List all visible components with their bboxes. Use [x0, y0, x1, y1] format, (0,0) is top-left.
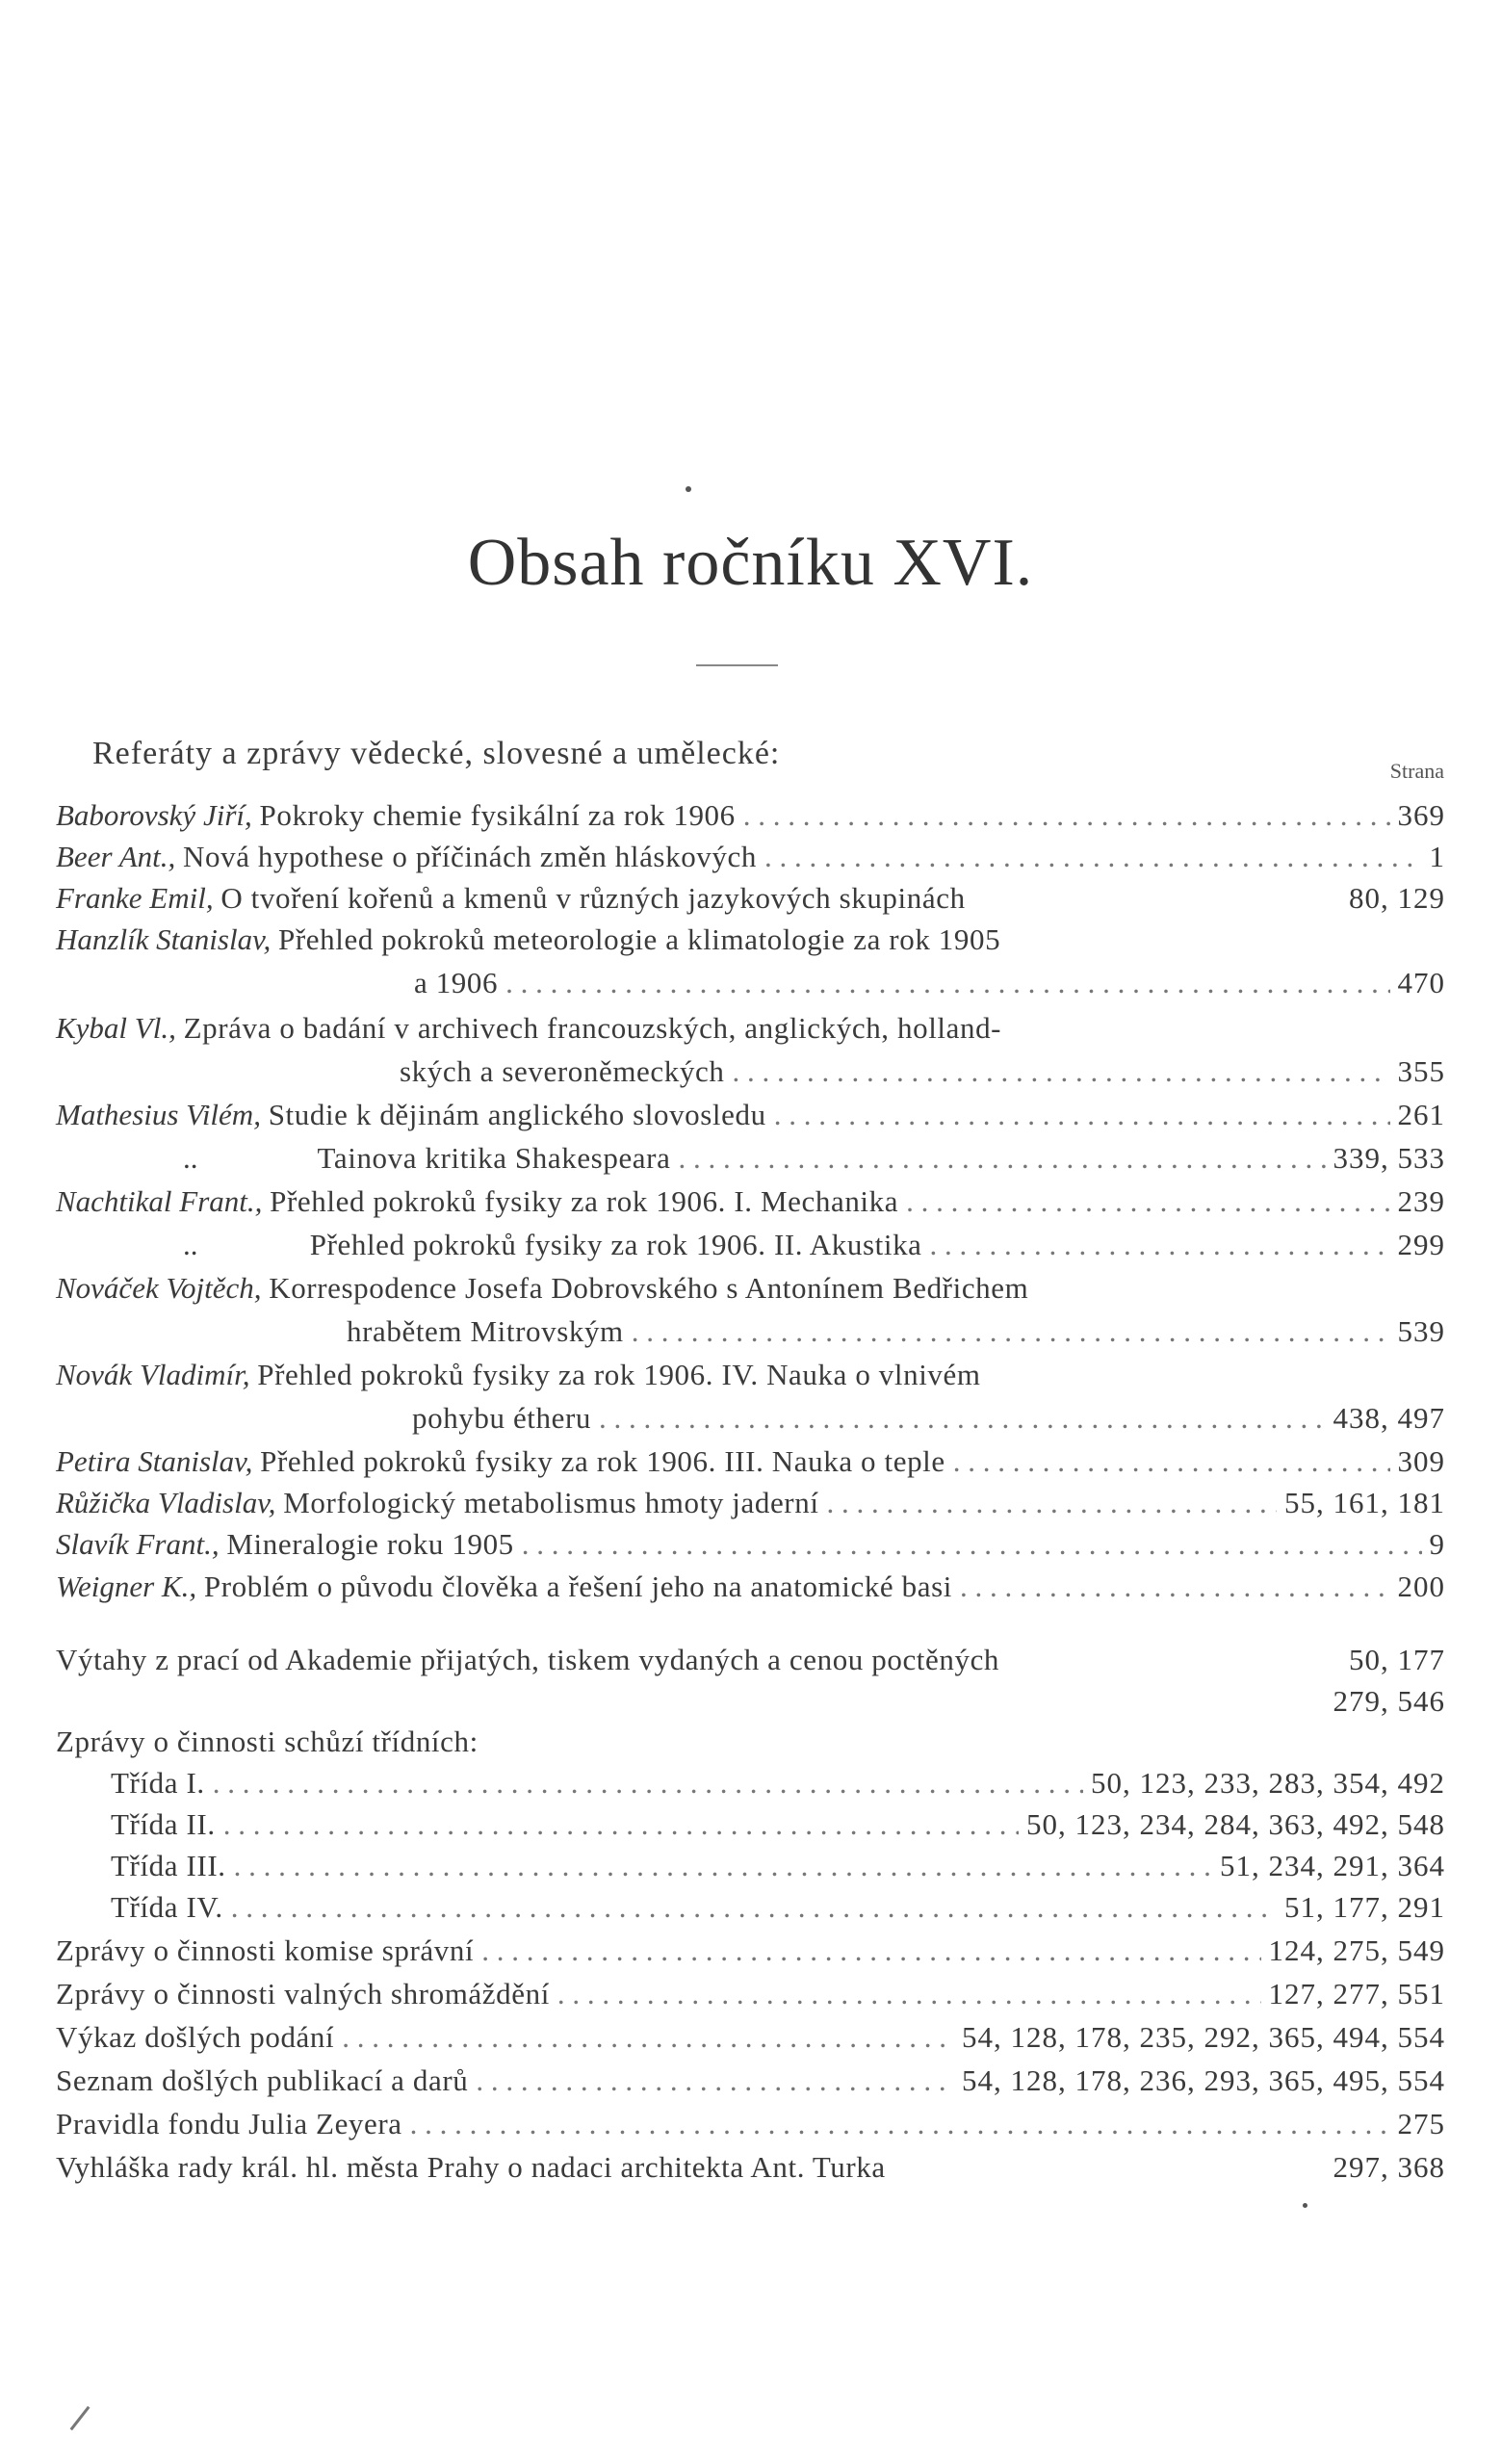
title-rule	[696, 664, 778, 666]
vytahy-pages-2: 279, 546	[1333, 1684, 1445, 1718]
dot-leader	[953, 1441, 1390, 1482]
dot-leader	[223, 1804, 1019, 1845]
entry-pages: 261	[1397, 1098, 1445, 1131]
toc-entry-continuation	[412, 1398, 1445, 1439]
ditto-mark: ..	[183, 1141, 198, 1175]
dot-leader	[342, 2017, 954, 2058]
toc-entry	[56, 1181, 1445, 1222]
misc-entry	[56, 1931, 1445, 1971]
entry-author: Slavík Frant.,	[56, 1527, 220, 1561]
trida-label: Třída I.	[111, 1766, 205, 1800]
misc-text: Seznam došlých publikací a darů	[56, 2063, 469, 2097]
entry-title: Korrespodence Josefa Dobrovského s Antonínem Bedřichem	[269, 1271, 1029, 1305]
dot-leader	[774, 1095, 1390, 1135]
entry-title: Mineralogie roku 1905	[226, 1527, 514, 1561]
dot-leader	[764, 837, 1422, 877]
strana-label: Strana	[1389, 759, 1444, 783]
pencil-mark	[70, 2406, 91, 2430]
decorative-dot	[686, 486, 691, 492]
ditto-mark: ..	[183, 1228, 198, 1261]
misc-pages: 54, 128, 178, 235, 292, 365, 494, 554	[962, 2020, 1445, 2054]
toc-entry	[183, 1225, 1445, 1265]
vytahy-text: Výtahy z prací od Akademie přijatých, tiskem vydaných a cenou poctěných	[56, 1643, 1000, 1676]
toc-entry-continuation	[400, 1051, 1445, 1092]
entry-pages: 9	[1429, 1527, 1445, 1561]
entry-pages: 239	[1397, 1184, 1445, 1218]
toc-entry	[56, 1268, 1445, 1309]
dot-leader	[505, 963, 1389, 1003]
zpravy-heading	[56, 1722, 1445, 1762]
trida-entry	[111, 1887, 1445, 1928]
entry-title: Morfologický metabolismus hmoty jaderní	[283, 1486, 819, 1519]
entry-author: Nachtikal Frant.,	[56, 1184, 263, 1218]
entry-pages: 539	[1397, 1314, 1445, 1348]
section-heading: Referáty a zprávy vědecké, slovesné a umělecké:	[92, 736, 781, 771]
entry-author: Petira Stanislav,	[56, 1444, 253, 1478]
trida-entry	[111, 1804, 1445, 1845]
dot-leader	[632, 1311, 1390, 1352]
entry-title: Tainova kritika Shakespeara	[317, 1141, 671, 1175]
entry-pages: 355	[1397, 1054, 1445, 1088]
entry-pages: 309	[1397, 1444, 1445, 1478]
toc-entry	[56, 1524, 1445, 1565]
entry-title: Přehled pokroků fysiky za rok 1906. III. Nauka o teple	[260, 1444, 945, 1478]
trida-pages: 51, 234, 291, 364	[1220, 1849, 1445, 1882]
toc-entry	[56, 1008, 1445, 1049]
toc-entry-continuation	[347, 1311, 1445, 1352]
entry-title: Přehled pokroků fysiky za rok 1906. II. Akustika	[309, 1228, 922, 1261]
misc-text: Vyhláška rady král. hl. města Prahy o nadaci architekta Ant. Turka	[56, 2150, 886, 2184]
trida-pages: 50, 123, 233, 283, 354, 492	[1091, 1766, 1445, 1800]
dot-leader	[481, 1931, 1260, 1971]
trida-pages: 50, 123, 234, 284, 363, 492, 548	[1026, 1807, 1445, 1841]
entry-pages: 200	[1397, 1569, 1445, 1603]
dot-leader	[213, 1763, 1083, 1803]
trida-pages: 51, 177, 291	[1284, 1890, 1445, 1924]
misc-entry	[56, 2017, 1445, 2058]
entry-title: Problém o původu člověka a řešení jeho na anatomické basi	[203, 1569, 952, 1603]
misc-entry	[56, 2104, 1445, 2144]
dot-leader	[410, 2104, 1390, 2144]
misc-entry	[56, 1974, 1445, 2014]
trida-entry	[111, 1763, 1445, 1803]
trida-label: Třída IV.	[111, 1890, 223, 1924]
entry-author: Nováček Vojtěch,	[56, 1271, 262, 1305]
zpravy-heading-text: Zprávy o činnosti schůzí třídních:	[56, 1725, 479, 1758]
toc-entry	[56, 1441, 1445, 1482]
dot-leader	[599, 1398, 1325, 1439]
entry-title: Přehled pokroků fysiky za rok 1906. IV. Nauka o vlnivém	[257, 1358, 981, 1391]
entry-title: ských a severoněmeckých	[400, 1054, 725, 1088]
entry-pages: 339, 533	[1333, 1141, 1445, 1175]
entry-title: Zpráva o badání v archivech francouzských, anglických, holland-	[183, 1011, 1002, 1045]
trida-entry	[111, 1846, 1445, 1886]
entry-author: Mathesius Vilém,	[56, 1098, 261, 1131]
misc-text: Zprávy o činnosti komise správní	[56, 1933, 475, 1967]
misc-entry	[56, 2061, 1445, 2101]
dot-leader	[522, 1524, 1422, 1565]
entry-title: Přehled pokroků fysiky za rok 1906. I. Mechanika	[270, 1184, 899, 1218]
entry-pages: 470	[1397, 966, 1445, 999]
dot-leader	[960, 1567, 1390, 1607]
misc-pages: 54, 128, 178, 236, 293, 365, 495, 554	[962, 2063, 1445, 2097]
entry-title: pohybu étheru	[412, 1401, 592, 1435]
entry-title: O tvoření kořenů a kmenů v různých jazykových skupinách	[220, 881, 966, 915]
entry-author: Franke Emil,	[56, 881, 214, 915]
decorative-dot	[1303, 2203, 1307, 2208]
toc-entry	[183, 1138, 1445, 1179]
vytahy-entry	[56, 1640, 1445, 1680]
toc-entry	[56, 1355, 1445, 1395]
entry-title: Nová hypothese o příčinách změn hláskových	[183, 840, 757, 873]
entry-pages: 369	[1397, 798, 1445, 832]
dot-leader	[231, 1887, 1277, 1928]
dot-leader	[234, 1846, 1212, 1886]
entry-pages: 80, 129	[1349, 881, 1445, 915]
page-title: Obsah ročníku XVI.	[467, 526, 1034, 600]
toc-entry	[56, 920, 1445, 960]
misc-entry	[56, 2147, 1445, 2188]
entry-title: a 1906	[414, 966, 499, 999]
entry-author: Novák Vladimír,	[56, 1358, 250, 1391]
dot-leader	[678, 1138, 1325, 1179]
dot-leader	[732, 1051, 1389, 1092]
misc-text: Pravidla fondu Julia Zeyera	[56, 2107, 402, 2140]
entry-title: Přehled pokroků meteorologie a klimatologie za rok 1905	[278, 922, 1001, 956]
toc-entry	[56, 1095, 1445, 1135]
entry-author: Baborovský Jiří,	[56, 798, 252, 832]
entry-pages: 1	[1429, 840, 1445, 873]
dot-leader	[930, 1225, 1390, 1265]
vytahy-pages-1: 50, 177	[1349, 1643, 1445, 1676]
entry-pages: 55, 161, 181	[1284, 1486, 1445, 1519]
misc-pages: 275	[1397, 2107, 1445, 2140]
entry-author: Weigner K.,	[56, 1569, 197, 1603]
entry-pages: 438, 497	[1333, 1401, 1445, 1435]
toc-entry	[56, 1567, 1445, 1607]
trida-label: Třída II.	[111, 1807, 216, 1841]
misc-pages: 124, 275, 549	[1268, 1933, 1445, 1967]
dot-leader	[743, 795, 1390, 836]
misc-text: Zprávy o činnosti valných shromáždění	[56, 1977, 550, 2010]
dot-leader	[557, 1974, 1261, 2014]
dot-leader	[827, 1483, 1277, 1523]
toc-entry-continuation	[414, 963, 1445, 1003]
dot-leader	[476, 2061, 954, 2101]
misc-text: Výkaz došlých podání	[56, 2020, 335, 2054]
entry-author: Kybal Vl.,	[56, 1011, 176, 1045]
entry-title: hrabětem Mitrovským	[347, 1314, 624, 1348]
entry-author: Hanzlík Stanislav,	[56, 922, 272, 956]
entry-pages: 299	[1397, 1228, 1445, 1261]
toc-entry	[56, 1483, 1445, 1523]
entry-title: Studie k dějinám anglického slovosledu	[268, 1098, 766, 1131]
toc-entry	[56, 837, 1445, 877]
misc-pages: 127, 277, 551	[1268, 1977, 1445, 2010]
trida-label: Třída III.	[111, 1849, 226, 1882]
toc-entry	[56, 878, 1445, 919]
misc-pages: 297, 368	[1333, 2150, 1445, 2184]
entry-author: Beer Ant.,	[56, 840, 176, 873]
entry-title: Pokroky chemie fysikální za rok 1906	[259, 798, 736, 832]
dot-leader	[906, 1181, 1389, 1222]
entry-author: Růžička Vladislav,	[56, 1486, 276, 1519]
toc-entry	[56, 795, 1445, 836]
vytahy-entry-continuation	[56, 1681, 1445, 1722]
